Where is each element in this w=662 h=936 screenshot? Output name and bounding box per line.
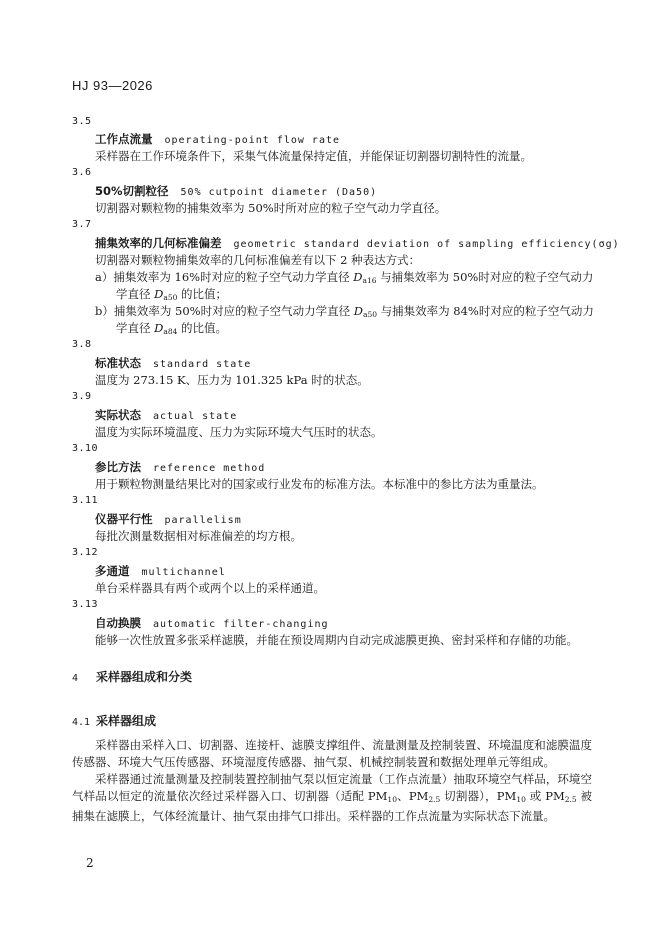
- list-item-b: b）捕集效率为 50%时对应的粒子空气动力学直径 $D_{a50}$ 与捕集效率为 84%时对应的粒子空气动力: [95, 304, 594, 319]
- term-definition: 温度为 273.15 K、压力为 101.325 kPa 时的状态。: [95, 373, 369, 387]
- term-definition: 每批次测量数据相对标准偏差的均方根。: [95, 529, 302, 543]
- term-number: 3.10: [72, 443, 99, 454]
- subsection-heading: [72, 712, 156, 729]
- paragraph: 采样器由采样入口、切割器、连接杆、滤膜支撑组件、流量测量及控制装置、环境温度和滤膜温度传感器、环境大气压传感器、环境湿度传感器、抽气泵、机械控制装置和数据处理单元等组成。: [72, 738, 592, 769]
- term-title-en: standard state: [153, 359, 252, 370]
- section-heading: [72, 668, 192, 685]
- list-item-b-cont: 学直径 $D_{a84}$ 的比值。: [116, 321, 228, 336]
- term-number: 3.7: [72, 219, 92, 230]
- term-title: [95, 511, 242, 527]
- term-title-en: geometric standard deviation of sampling efficiency(σg): [233, 239, 620, 250]
- term-title-zh: 参比方法: [95, 460, 141, 474]
- list-item-a: a）捕集效率为 16%时对应的粒子空气动力学直径 $D_{a16}$ 与捕集效率为 50%时对应的粒子空气动力: [95, 270, 594, 285]
- term-number: 3.9: [72, 391, 92, 402]
- term-title-zh: 标准状态: [95, 356, 141, 370]
- term-title: [95, 235, 620, 251]
- paragraph: 采样器通过流量测量及控制装置控制抽气泵以恒定流量（工作点流量）抽取环境空气样品，环境空气样品以恒定的流量依次经过采样器入口、切割器（适配 $PM_{10}$、$PM_{2.5}$ 切割器），$PM_{10}$ 或 $PM_{2.5}$ 被捕集在滤膜上，气体经流量计、抽气泵由排气口排出。采样器的工作点流量为实际状态下流量。: [72, 772, 593, 823]
- term-number: 3.13: [72, 599, 99, 610]
- term-title-en: multichannel: [141, 567, 226, 578]
- section-title: 采样器组成和分类: [96, 670, 193, 684]
- term-number: 3.12: [72, 547, 99, 558]
- subsection-title: 采样器组成: [96, 714, 157, 728]
- document-header: HJ 93—2026: [72, 78, 153, 93]
- term-definition: 单台采样器具有两个或两个以上的采样通道。: [95, 581, 325, 595]
- list-item-a-cont: 学直径 $D_{a50}$ 的比值；: [116, 287, 228, 302]
- term-title-zh: 自动换膜: [95, 616, 141, 630]
- term-title-zh: 多通道: [95, 564, 130, 578]
- term-number: 3.8: [72, 339, 92, 350]
- term-title: [95, 183, 377, 199]
- term-title-en: parallelism: [164, 515, 242, 526]
- term-title-zh: 50%切割粒径: [95, 184, 169, 198]
- section-number: 4: [72, 673, 79, 684]
- subsection-number: 4.1: [72, 717, 91, 728]
- term-title-zh: 捕集效率的几何标准偏差: [95, 236, 222, 250]
- term-title-en: actual state: [153, 411, 238, 422]
- term-definition: 采样器在工作环境条件下，采集气体流量保持定值，并能保证切割器切割特性的流量。: [95, 149, 532, 163]
- term-title-zh: 工作点流量: [95, 132, 153, 146]
- term-title: [95, 563, 226, 579]
- page-number: 2: [86, 856, 94, 870]
- term-title: [95, 131, 340, 147]
- term-definition: 温度为实际环境温度、压力为实际环境大气压时的状态。: [95, 425, 383, 439]
- term-title: [95, 615, 329, 631]
- term-definition: 用于颗粒物测量结果比对的国家或行业发布的标准方法。本标准中的参比方法为重量法。: [95, 477, 544, 491]
- term-definition: 切割器对颗粒物捕集效率的几何标准偏差有以下 2 种表达方式：: [95, 253, 421, 267]
- term-title-en: operating-point flow rate: [164, 135, 341, 146]
- term-number: 3.11: [72, 495, 99, 506]
- term-number: 3.5: [72, 116, 92, 127]
- term-title: [95, 355, 251, 371]
- term-title: [95, 407, 237, 423]
- term-title-zh: 实际状态: [95, 408, 141, 422]
- term-title: [95, 459, 265, 475]
- term-title-en: 50% cutpoint diameter (Da50): [180, 187, 378, 198]
- term-title-en: automatic filter-changing: [153, 619, 329, 630]
- term-number: 3.6: [72, 167, 92, 178]
- term-definition: 切割器对颗粒物的捕集效率为 50%时所对应的粒子空气动力学直径。: [95, 201, 447, 215]
- term-definition: 能够一次性放置多张采样滤膜，并能在预设周期内自动完成滤膜更换、密封采样和存储的功能。: [95, 633, 578, 647]
- term-title-zh: 仪器平行性: [95, 512, 153, 526]
- term-title-en: reference method: [153, 463, 266, 474]
